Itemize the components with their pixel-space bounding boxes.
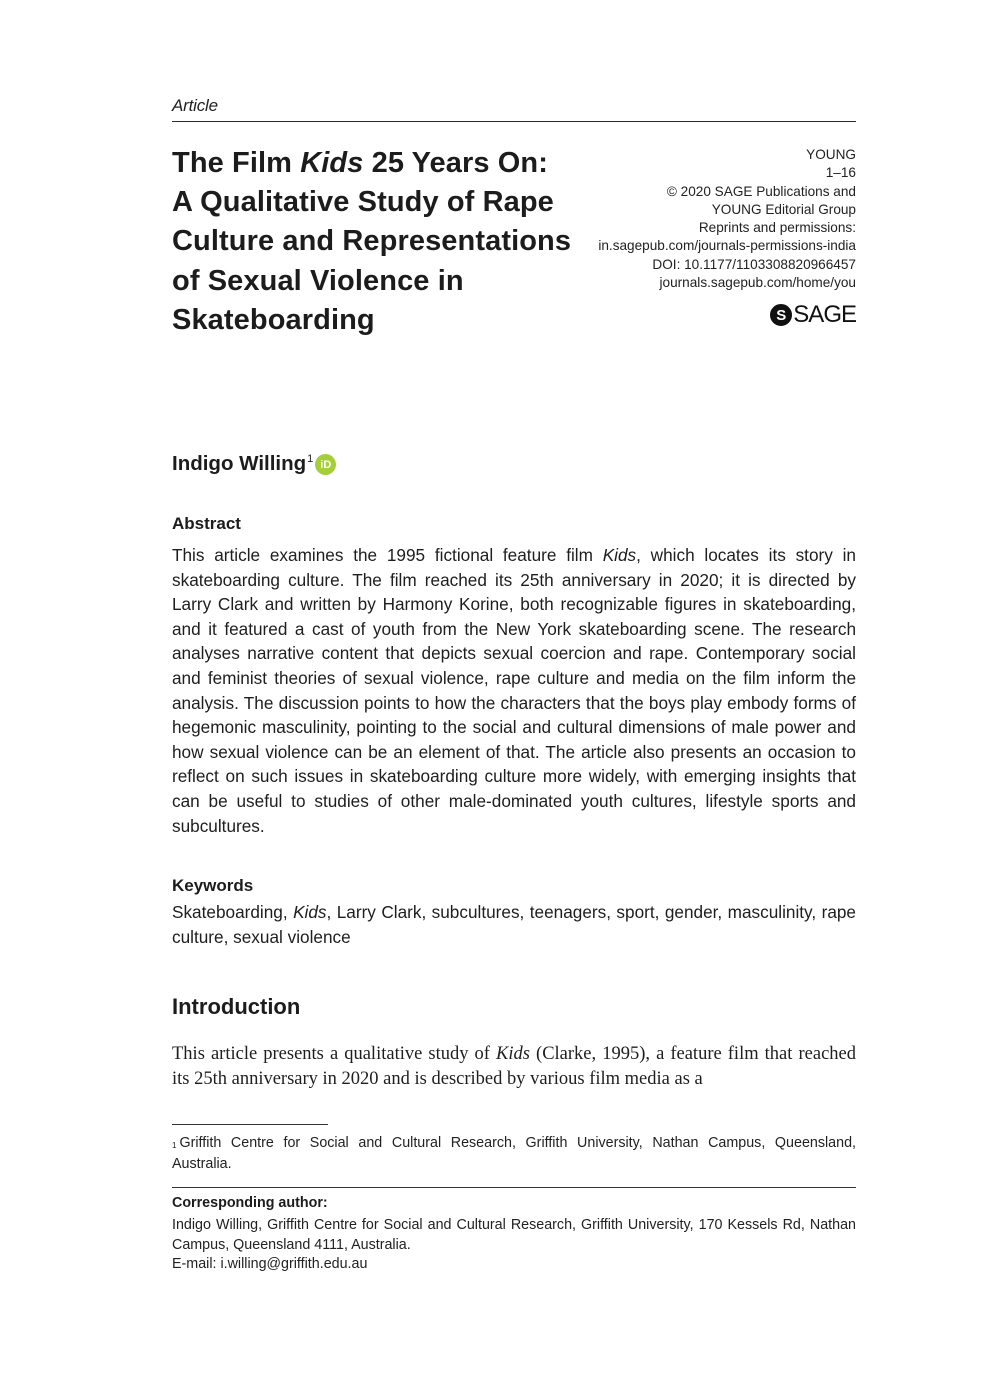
introduction-heading: Introduction [172,994,301,1019]
sage-s-icon: S [770,304,792,326]
keywords-rest: , Larry Clark, subcultures, teenagers, sport, gender, masculinity, rape culture, sexual violence [172,902,856,947]
header-rule [172,121,856,122]
footnote-text: Griffith Centre for Social and Cultural Research, Griffith University, Nathan Campus, Queensland, Australia. [172,1135,856,1172]
sage-logo-text: SAGE [793,301,856,328]
permissions-link[interactable]: in.sagepub.com/journals-permissions-india [598,238,856,254]
doi-link[interactable]: DOI: 10.1177/1103308820966457 [652,256,856,272]
title-film-name: Kids [300,147,364,179]
article-type-label: Article [172,96,218,115]
article-title [172,144,572,340]
intro-film-name: Kids [496,1044,530,1064]
keywords-start: Skateboarding, [172,902,294,922]
keywords-list [172,900,856,949]
footnote-marker: 1 [172,1141,177,1150]
affiliation-marker: 1 [307,453,314,465]
abstract-film-name: Kids [602,545,637,565]
journal-name: YOUNG [806,147,856,162]
affiliation-footnote [172,1133,856,1175]
page-range: 1–16 [825,165,856,181]
introduction-text [172,1042,856,1092]
title-text-end: 25 Years On: A Qualitative Study of Rape Culture and Representations of Sexual Violence in Skateboarding [172,147,572,336]
keyword-film-name: Kids [293,902,327,922]
reprints-label: Reprints and permissions: [698,220,856,236]
journal-metadata [536,146,856,292]
corresponding-author-email[interactable]: E-mail: i.willing@griffith.edu.au [172,1256,368,1272]
title-text-start: The Film [172,147,301,179]
abstract-text [172,543,856,838]
corresponding-author-rule [172,1187,856,1188]
abstract-text-rest: , which locates its story in skateboarding culture. The film reached its 25th anniversary in 2020; it is directed by Larry Clark and written by Harmony Korine, both recognizable figures in skateboarding, and it featured a cast of youth from the New York skateboarding scene. The research analyses narrative content that depicts sexual coercion and rape. Contemporary social and feminist theories of sexual violence, rape culture and media on the film inform the analysis. The discussion points to how the characters that the boys play embody forms of hegemonic masculinity, pointing to the social and cultural dimensions of male power and how sexual violence can be an element of that. The article also presents an occasion to reflect on such issues in skateboarding culture more widely, with emerging insights that can be useful to studies of other male-dominated youth cultures, lifestyle sports and subcultures. [172,545,856,836]
journal-homepage-link[interactable]: journals.sagepub.com/home/you [659,275,856,291]
abstract-heading: Abstract [172,514,241,533]
intro-text-start: This article presents a qualitative study of [172,1044,497,1064]
orcid-icon[interactable]: iD [315,454,336,475]
sage-logo [770,303,856,327]
copyright-line-1: © 2020 SAGE Publications and [666,183,856,199]
author-name: Indigo Willing [172,452,307,475]
keywords-heading: Keywords [172,876,254,895]
corresponding-author-heading: Corresponding author: [172,1195,328,1211]
copyright-line-2: YOUNG Editorial Group [711,201,856,217]
intro-text-rest: (Clarke, 1995), a feature film that reached its 25th anniversary in 2020 and is described by various film media as a [172,1044,856,1089]
author-line [172,452,336,476]
footnote-rule [172,1124,328,1125]
abstract-text-start: This article examines the 1995 fictional feature film [172,545,603,565]
corresponding-author-address: Indigo Willing, Griffith Centre for Social and Cultural Research, Griffith University, 170 Kessels Rd, Nathan Campus, Queensland 4111, Australia. [172,1217,856,1254]
